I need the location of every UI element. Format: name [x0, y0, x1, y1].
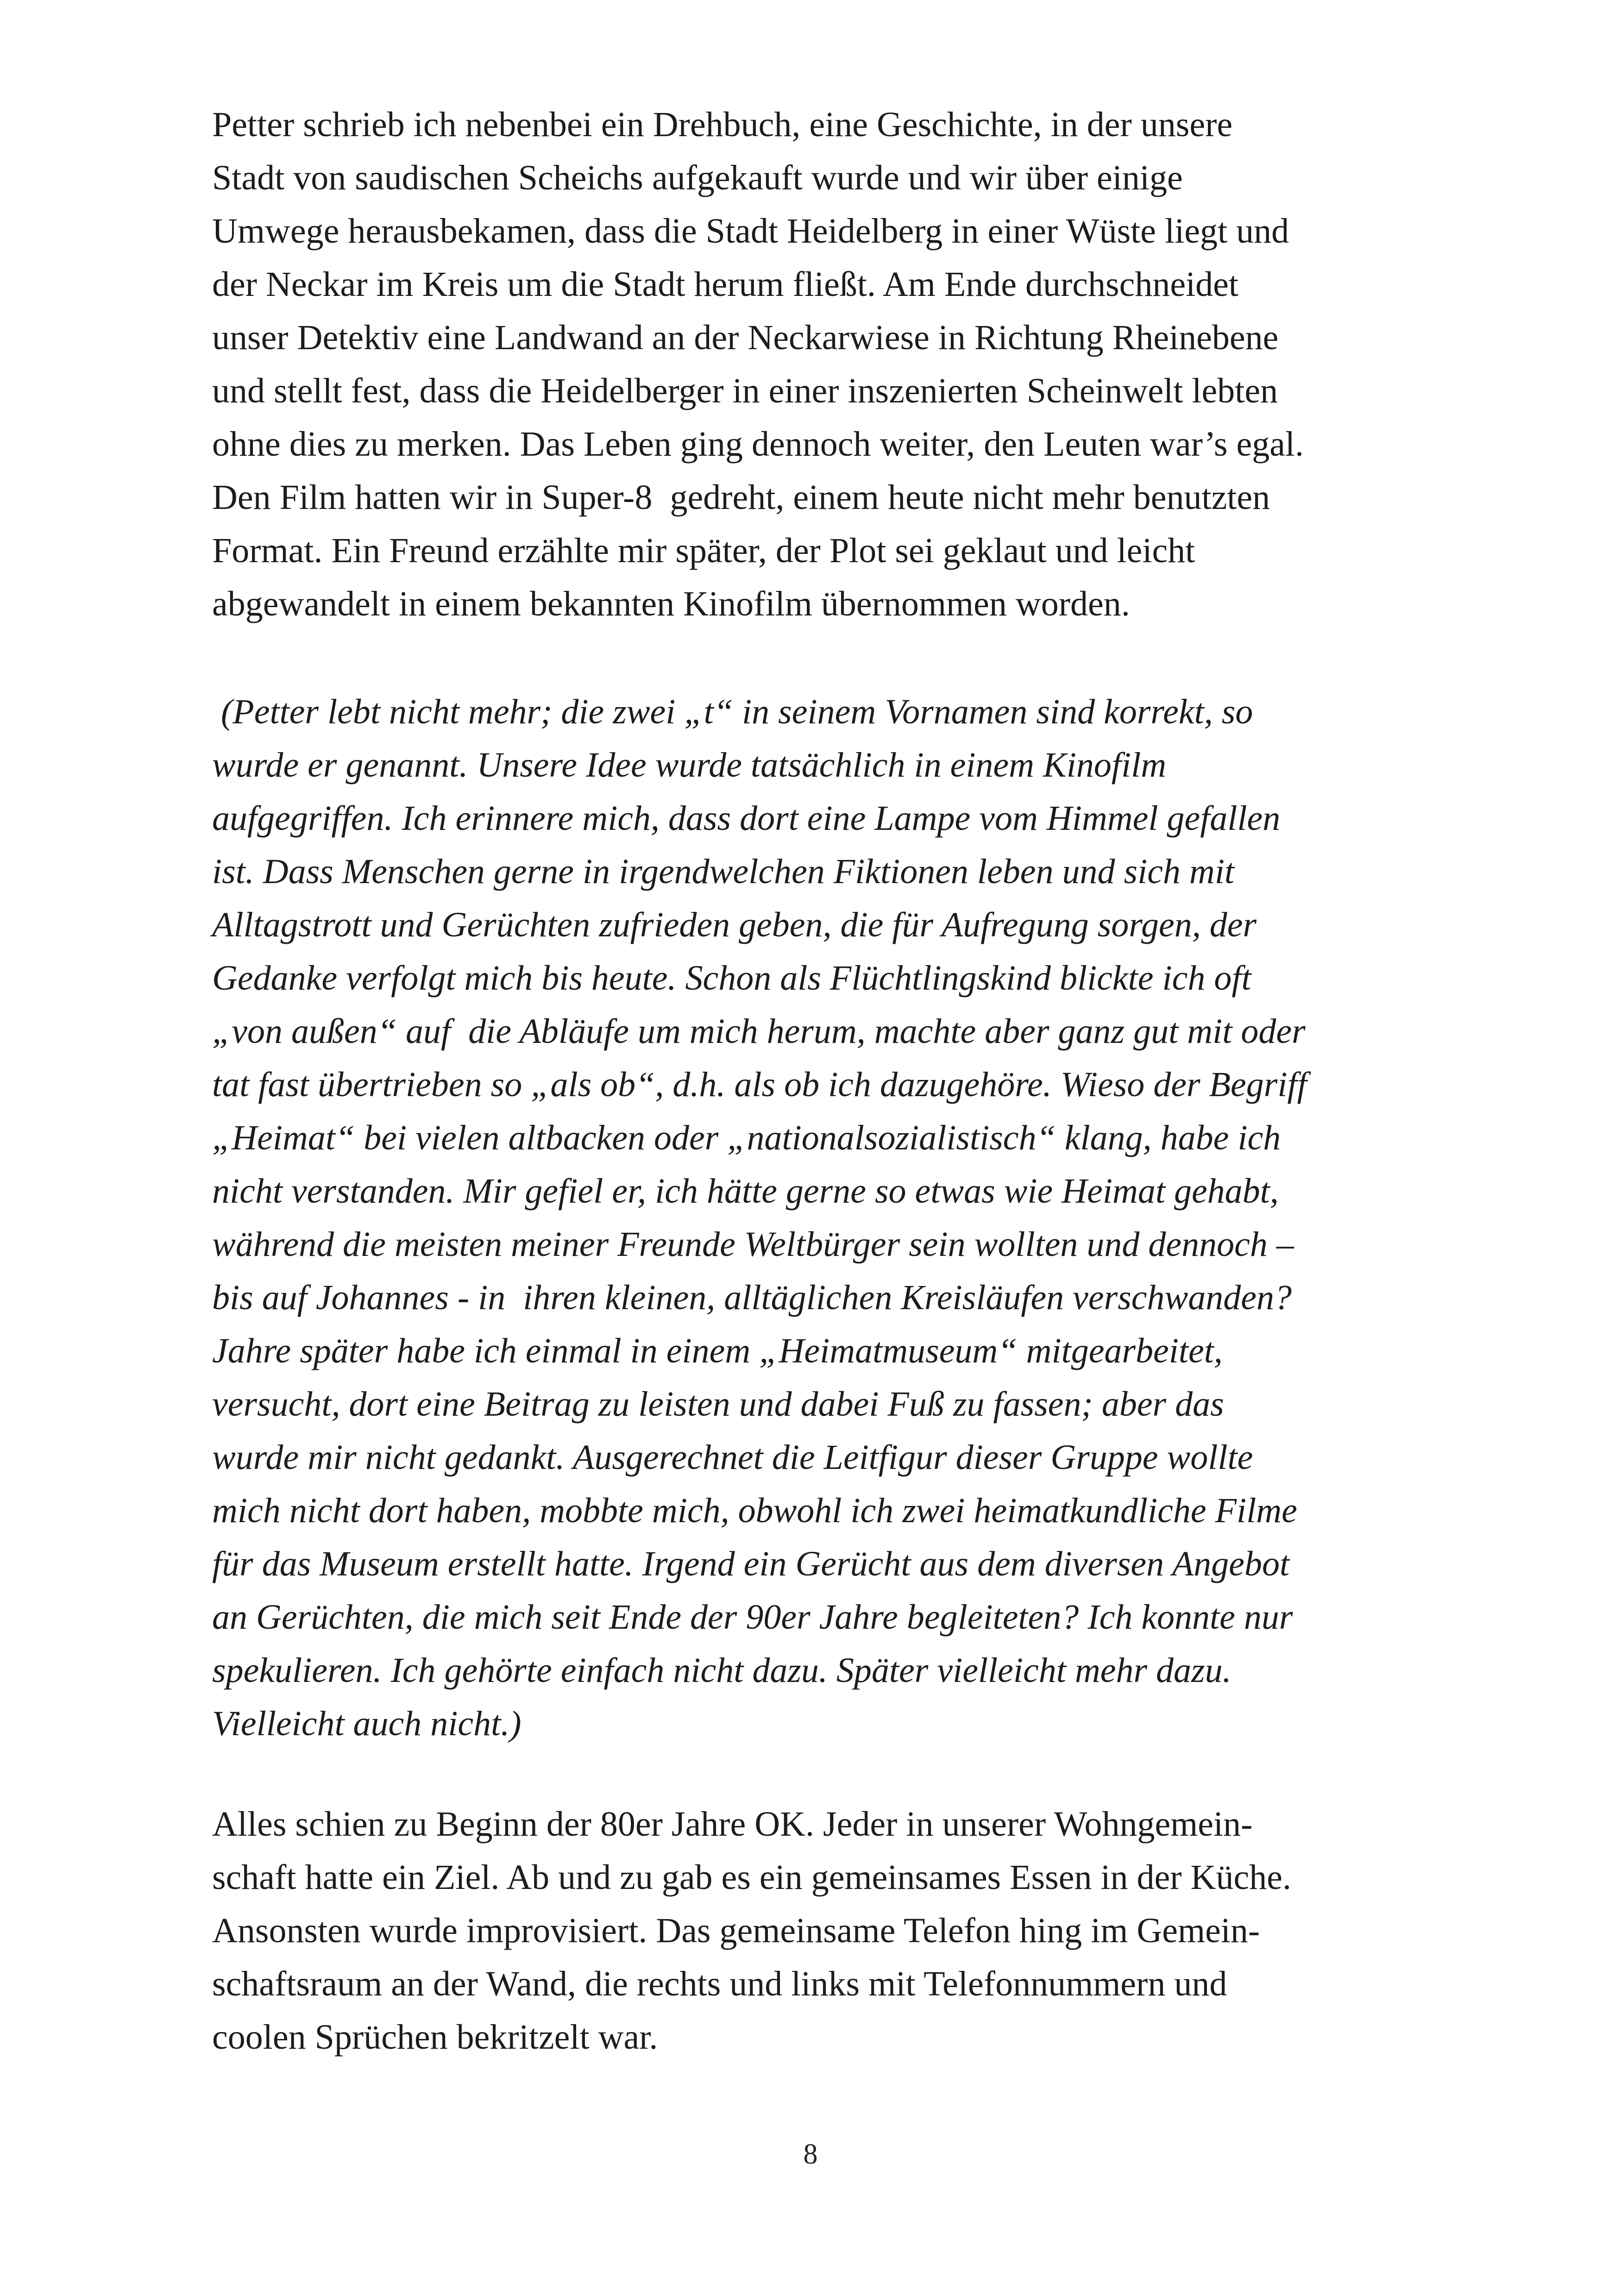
text-line: ohne dies zu merken. Das Leben ging dennoch weiter, den Leuten war’s egal. — [212, 425, 1304, 464]
paragraph-italic-aside — [212, 685, 1490, 1750]
text-line: Petter schrieb ich nebenbei ein Drehbuch, eine Geschichte, in der unsere — [212, 105, 1233, 144]
text-line: Jahre später habe ich einmal in einem „Heimatmuseum“ mitgearbeitet, — [212, 1331, 1223, 1370]
text-line: „Heimat“ bei vielen altbacken oder „nationalsozialistisch“ klang, habe ich — [212, 1118, 1281, 1157]
text-line: Den Film hatten wir in Super-8 gedreht, einem heute nicht mehr benutzten — [212, 478, 1270, 517]
text-line: bis auf Johannes - in ihren kleinen, alltäglichen Kreisläufen verschwanden? — [212, 1278, 1292, 1317]
text-line: (Petter lebt nicht mehr; die zwei „t“ in seinem Vornamen sind korrekt, so — [212, 692, 1253, 731]
text-line: Stadt von saudischen Scheichs aufgekauft wurde und wir über einige — [212, 158, 1183, 197]
page-number: 8 — [803, 2139, 818, 2170]
paragraph-drehbuch — [212, 98, 1490, 631]
text-line: schaftsraum an der Wand, die rechts und links mit Telefonnummern und — [212, 1964, 1227, 2003]
text-line: abgewandelt in einem bekannten Kinofilm übernommen worden. — [212, 584, 1130, 623]
text-line: aufgegriffen. Ich erinnere mich, dass dort eine Lampe vom Himmel gefallen — [212, 799, 1281, 838]
text-line: coolen Sprüchen bekritzelt war. — [212, 2018, 658, 2057]
text-line: Vielleicht auch nicht.) — [212, 1704, 521, 1743]
text-line: während die meisten meiner Freunde Weltbürger sein wollten und dennoch – — [212, 1225, 1294, 1264]
text-line: wurde er genannt. Unsere Idee wurde tatsächlich in einem Kinofilm — [212, 746, 1167, 784]
text-line: Gedanke verfolgt mich bis heute. Schon als Flüchtlingskind blickte ich oft — [212, 959, 1251, 997]
text-line: mich nicht dort haben, mobbte mich, obwohl ich zwei heimatkundliche Filme — [212, 1491, 1297, 1530]
text-line: spekulieren. Ich gehörte einfach nicht dazu. Später vielleicht mehr dazu. — [212, 1651, 1231, 1690]
text-line: Ansonsten wurde improvisiert. Das gemeinsame Telefon hing im Gemein- — [212, 1911, 1260, 1950]
text-line: „von außen“ auf die Abläufe um mich herum, machte aber ganz gut mit oder — [212, 1012, 1306, 1051]
text-line: tat fast übertrieben so „als ob“, d.h. als ob ich dazugehöre. Wieso der Begriff — [212, 1065, 1307, 1104]
text-line: unser Detektiv eine Landwand an der Neckarwiese in Richtung Rheinebene — [212, 318, 1279, 357]
text-line: an Gerüchten, die mich seit Ende der 90er Jahre begleiteten? Ich konnte nur — [212, 1598, 1293, 1637]
text-line: schaft hatte ein Ziel. Ab und zu gab es ein gemeinsames Essen in der Küche. — [212, 1858, 1291, 1897]
text-line: und stellt fest, dass die Heidelberger in einer inszenierten Scheinwelt lebten — [212, 371, 1278, 410]
text-line: versucht, dort eine Beitrag zu leisten und dabei Fuß zu fassen; aber das — [212, 1385, 1224, 1424]
text-line: Alles schien zu Beginn der 80er Jahre OK. Jeder in unserer Wohngemein- — [212, 1805, 1253, 1844]
text-line: für das Museum erstellt hatte. Irgend ein Gerücht aus dem diversen Angebot — [212, 1544, 1290, 1583]
paragraph-wohngemeinschaft — [212, 1798, 1490, 2064]
text-line: wurde mir nicht gedankt. Ausgerechnet die Leitfigur dieser Gruppe wollte — [212, 1438, 1253, 1477]
text-line: ist. Dass Menschen gerne in irgendwelchen Fiktionen leben und sich mit — [212, 852, 1235, 891]
text-line: Format. Ein Freund erzählte mir später, der Plot sei geklaut und leicht — [212, 531, 1195, 570]
text-line: Umwege herausbekamen, dass die Stadt Heidelberg in einer Wüste liegt und — [212, 212, 1289, 251]
text-line: Alltagstrott und Gerüchten zufrieden geben, die für Aufregung sorgen, der — [212, 905, 1257, 944]
text-line: der Neckar im Kreis um die Stadt herum fließt. Am Ende durchschneidet — [212, 265, 1239, 304]
text-line: nicht verstanden. Mir gefiel er, ich hätte gerne so etwas wie Heimat gehabt, — [212, 1172, 1279, 1211]
